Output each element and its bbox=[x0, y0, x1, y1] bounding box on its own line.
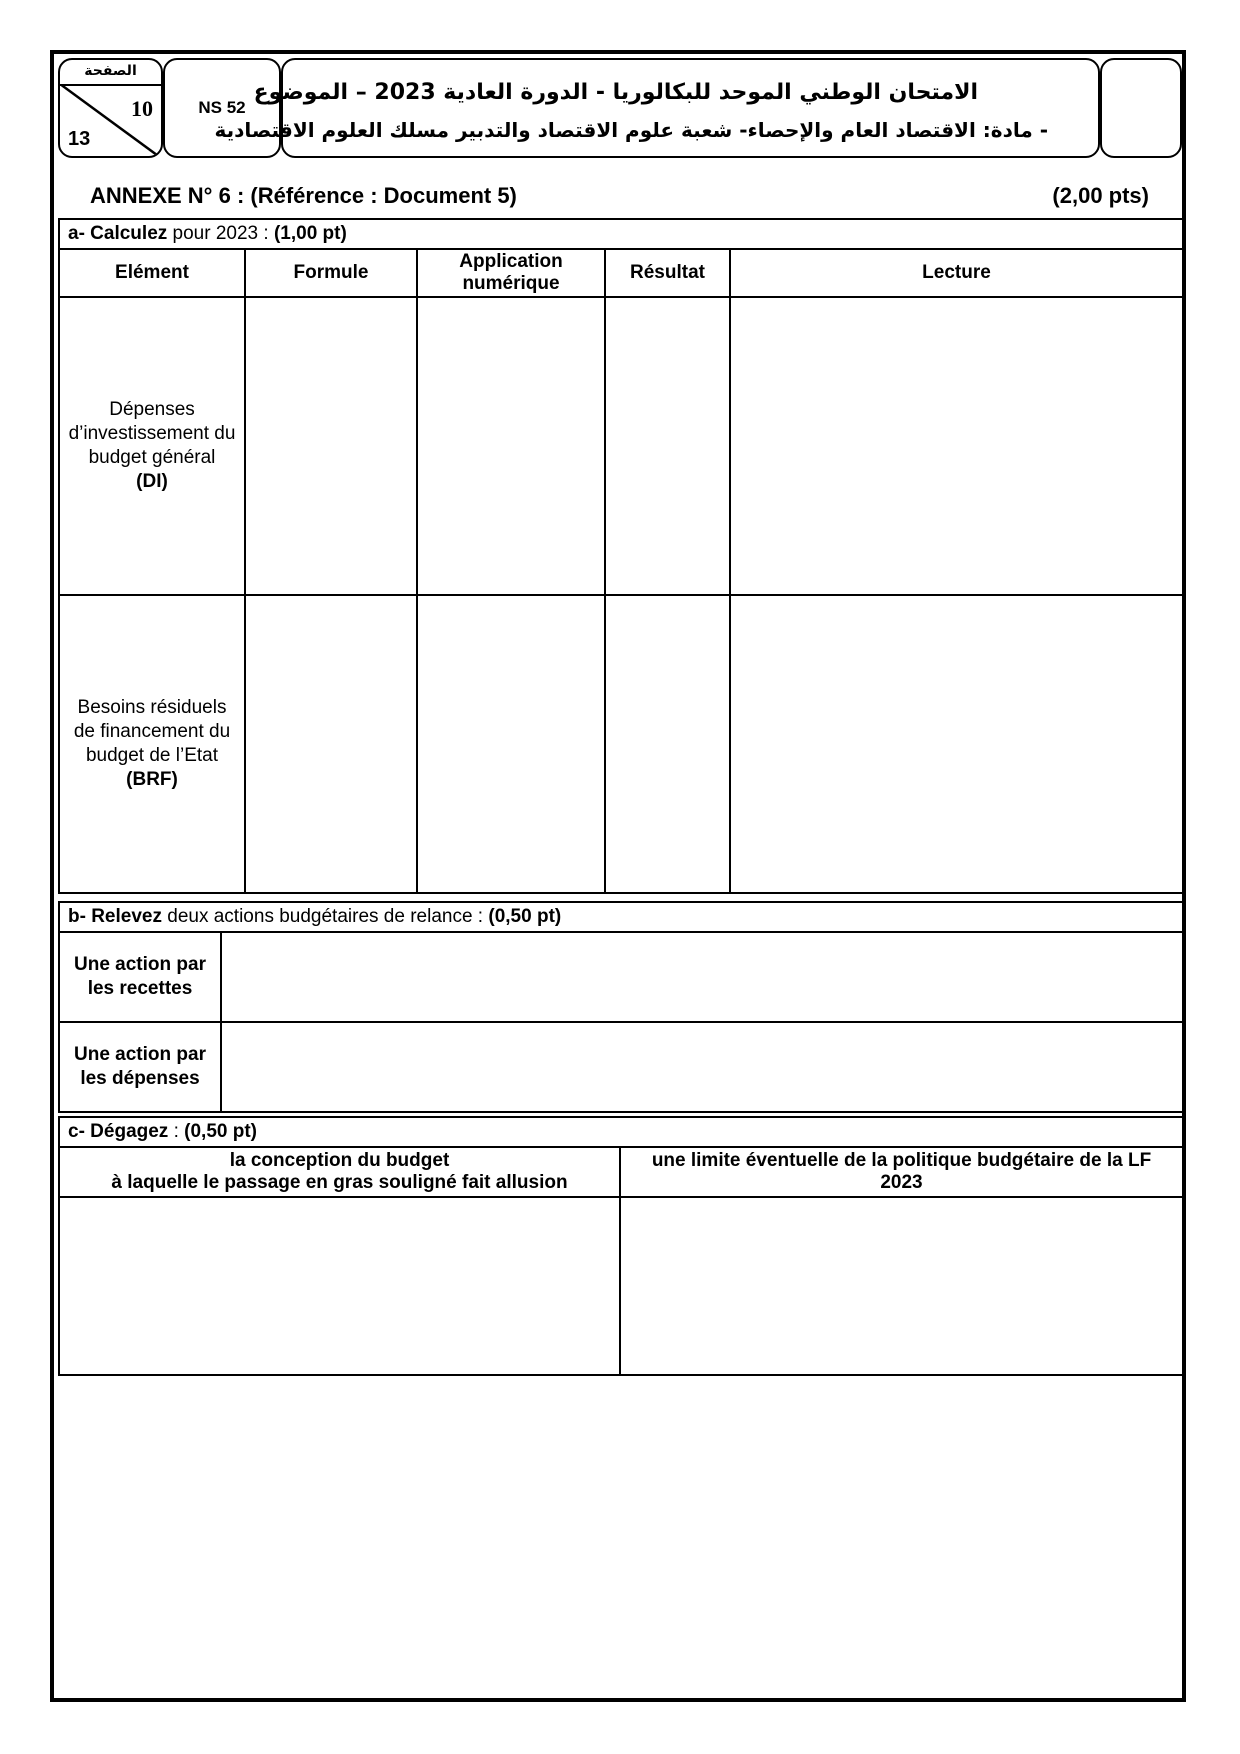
exam-code: NS 52 bbox=[198, 98, 246, 117]
answer-cell-lecture[interactable] bbox=[730, 297, 1183, 595]
page-current: 10 bbox=[131, 96, 153, 121]
section-c-title: c- Dégagez : (0,50 pt) bbox=[59, 1117, 1183, 1147]
col-header-lecture: Lecture bbox=[730, 249, 1183, 297]
answer-cell-formule[interactable] bbox=[245, 595, 417, 893]
row-element-di: Dépenses d’investissement du budget général (DI) bbox=[59, 297, 245, 595]
annex-title: ANNEXE N° 6 : (Référence : Document 5) bbox=[90, 183, 517, 208]
row-label-depenses: Une action par les dépenses bbox=[59, 1022, 221, 1112]
answer-cell-limite[interactable] bbox=[620, 1197, 1183, 1375]
section-b-title: b- Relevez deux actions budgétaires de relance : (0,50 pt) bbox=[59, 902, 1183, 932]
page-total: 13 bbox=[68, 128, 91, 150]
row-label-recettes: Une action par les recettes bbox=[59, 932, 221, 1022]
col-header-element: Elément bbox=[59, 249, 245, 297]
section-c-table bbox=[58, 1116, 1184, 1376]
answer-cell-lecture[interactable] bbox=[730, 595, 1183, 893]
answer-cell-resultat[interactable] bbox=[605, 595, 730, 893]
table-row bbox=[59, 1197, 1183, 1375]
answer-cell-recettes[interactable] bbox=[221, 932, 1183, 1022]
page-number-box bbox=[58, 58, 163, 158]
section-a-table bbox=[58, 218, 1184, 894]
table-row bbox=[59, 1022, 1183, 1112]
answer-cell-application[interactable] bbox=[417, 595, 605, 893]
table-row bbox=[59, 595, 1183, 893]
answer-cell-resultat[interactable] bbox=[605, 297, 730, 595]
col-header-limite: une limite éventuelle de la politique budgétaire de la LF 2023 bbox=[620, 1147, 1183, 1197]
col-header-application: Application numérique bbox=[417, 249, 605, 297]
section-a-title: a- Calculez pour 2023 : (1,00 pt) bbox=[59, 219, 1183, 249]
col-header-conception: la conception du budget à laquelle le passage en gras souligné fait allusion bbox=[59, 1147, 620, 1197]
table-row bbox=[59, 932, 1183, 1022]
blank-header-box bbox=[1100, 58, 1182, 158]
col-header-formule: Formule bbox=[245, 249, 417, 297]
exam-code-box bbox=[163, 58, 281, 158]
table-row bbox=[59, 297, 1183, 595]
answer-cell-application[interactable] bbox=[417, 297, 605, 595]
answer-cell-formule[interactable] bbox=[245, 297, 417, 595]
annex-points: (2,00 pts) bbox=[1052, 183, 1149, 208]
answer-cell-conception[interactable] bbox=[59, 1197, 620, 1375]
exam-title: الامتحان الوطني الموحد للبكالوريا - الدورة العادية 2023 – الموضوع bbox=[253, 80, 978, 105]
col-header-resultat: Résultat bbox=[605, 249, 730, 297]
page-label: الصفحة bbox=[60, 60, 161, 86]
row-element-brf: Besoins résiduels de financement du budget de l’Etat (BRF) bbox=[59, 595, 245, 893]
exam-subject: - مادة: الاقتصاد العام والإحصاء- شعبة علوم الاقتصاد والتدبير مسلك العلوم الاقتصادية bbox=[214, 118, 1048, 142]
answer-cell-depenses[interactable] bbox=[221, 1022, 1183, 1112]
section-b-table bbox=[58, 901, 1184, 1113]
